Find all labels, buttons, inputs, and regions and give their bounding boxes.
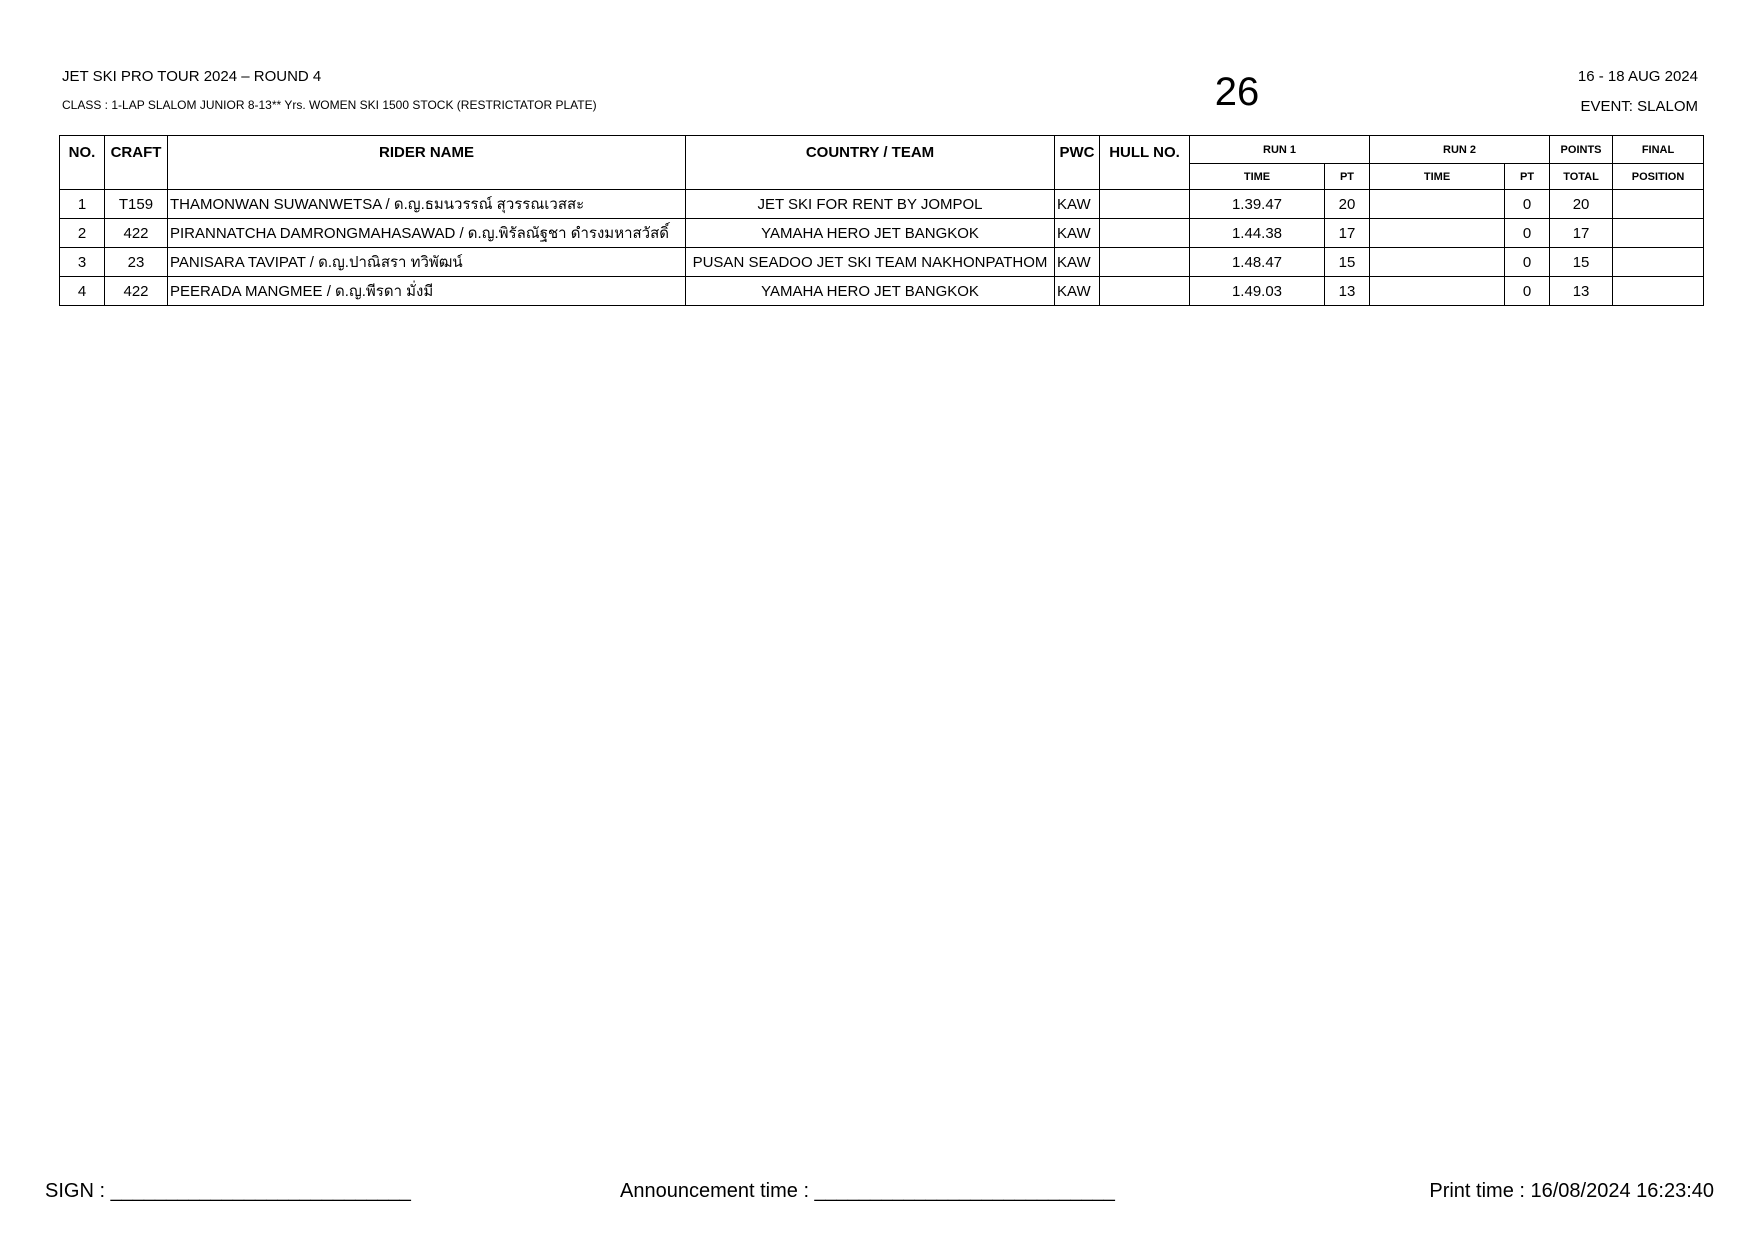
cell-run-1-time: 1.39.47 [1190, 190, 1325, 219]
cell-points-total: 13 [1550, 277, 1613, 306]
cell-run-2-time [1370, 248, 1505, 277]
cell-no: 3 [60, 248, 105, 277]
cell-rider-name: PIRANNATCHA DAMRONGMAHASAWAD / ด.ญ.พิรัลณัฐชา ดำรงมหาสวัสดิ์ [168, 219, 686, 248]
cell-no: 4 [60, 277, 105, 306]
cell-points-total: 17 [1550, 219, 1613, 248]
cell-final-position [1613, 277, 1704, 306]
cell-pwc: KAW [1055, 277, 1100, 306]
col-run-2-time: TIME [1370, 164, 1505, 190]
cell-points-total: 20 [1550, 190, 1613, 219]
class-line: CLASS : 1-LAP SLALOM JUNIOR 8-13** Yrs. WOMEN SKI 1500 STOCK (RESTRICTATOR PLATE) [62, 98, 597, 112]
cell-run-2-pt: 0 [1505, 219, 1550, 248]
cell-hull-no [1100, 190, 1190, 219]
cell-hull-no [1100, 248, 1190, 277]
cell-no: 1 [60, 190, 105, 219]
cell-rider-name: PEERADA MANGMEE / ด.ญ.พีรดา มั่งมี [168, 277, 686, 306]
cell-run-1-pt: 15 [1325, 248, 1370, 277]
date-range: 16 - 18 AUG 2024 [1577, 68, 1698, 85]
cell-craft: 422 [105, 277, 168, 306]
cell-hull-no [1100, 277, 1190, 306]
cell-run-2-pt: 0 [1505, 248, 1550, 277]
col-pwc: PWC [1055, 136, 1100, 190]
cell-run-1-time: 1.44.38 [1190, 219, 1325, 248]
cell-pwc: KAW [1055, 219, 1100, 248]
cell-country-team: YAMAHA HERO JET BANGKOK [686, 277, 1055, 306]
col-points: POINTS [1550, 136, 1613, 164]
table-row [60, 248, 1704, 277]
sign-line: SIGN : ___________________________ [45, 1180, 411, 1202]
col-points-total: TOTAL [1550, 164, 1613, 190]
cell-run-2-time [1370, 190, 1505, 219]
cell-run-1-pt: 13 [1325, 277, 1370, 306]
col-craft: CRAFT [105, 136, 168, 190]
table-row [60, 219, 1704, 248]
page-number: 26 [1214, 70, 1260, 114]
print-time: Print time : 16/08/2024 16:23:40 [1429, 1180, 1714, 1202]
cell-run-1-time: 1.48.47 [1190, 248, 1325, 277]
col-final: FINAL [1613, 136, 1704, 164]
col-run-1: RUN 1 [1190, 136, 1370, 164]
cell-final-position [1613, 190, 1704, 219]
cell-country-team: PUSAN SEADOO JET SKI TEAM NAKHONPATHOM [686, 248, 1055, 277]
col-rider-name: RIDER NAME [168, 136, 686, 190]
cell-points-total: 15 [1550, 248, 1613, 277]
cell-country-team: YAMAHA HERO JET BANGKOK [686, 219, 1055, 248]
col-run-2-pt: PT [1505, 164, 1550, 190]
col-run-1-time: TIME [1190, 164, 1325, 190]
table-row [60, 190, 1704, 219]
event-name: EVENT: SLALOM [1580, 98, 1698, 115]
cell-craft: 422 [105, 219, 168, 248]
cell-run-2-pt: 0 [1505, 190, 1550, 219]
col-hull-no: HULL NO. [1100, 136, 1190, 190]
cell-run-1-time: 1.49.03 [1190, 277, 1325, 306]
cell-craft: T159 [105, 190, 168, 219]
col-no: NO. [60, 136, 105, 190]
cell-run-2-time [1370, 219, 1505, 248]
cell-hull-no [1100, 219, 1190, 248]
col-final-position: POSITION [1613, 164, 1704, 190]
cell-no: 2 [60, 219, 105, 248]
cell-run-1-pt: 20 [1325, 190, 1370, 219]
cell-run-2-pt: 0 [1505, 277, 1550, 306]
cell-run-2-time [1370, 277, 1505, 306]
cell-pwc: KAW [1055, 248, 1100, 277]
cell-final-position [1613, 248, 1704, 277]
event-title: JET SKI PRO TOUR 2024 – ROUND 4 [62, 68, 322, 85]
col-run-2: RUN 2 [1370, 136, 1550, 164]
announcement-time-line: Announcement time : ___________________________ [620, 1180, 1115, 1202]
table-row [60, 277, 1704, 306]
cell-run-1-pt: 17 [1325, 219, 1370, 248]
col-country-team: COUNTRY / TEAM [686, 136, 1055, 190]
cell-rider-name: THAMONWAN SUWANWETSA / ด.ญ.ธมนวรรณ์ สุวรรณเวสสะ [168, 190, 686, 219]
cell-pwc: KAW [1055, 190, 1100, 219]
results-table [59, 135, 1704, 306]
cell-craft: 23 [105, 248, 168, 277]
cell-final-position [1613, 219, 1704, 248]
header-row [60, 136, 1704, 164]
cell-rider-name: PANISARA TAVIPAT / ด.ญ.ปาณิสรา ทวิพัฒน์ [168, 248, 686, 277]
cell-country-team: JET SKI FOR RENT BY JOMPOL [686, 190, 1055, 219]
col-run-1-pt: PT [1325, 164, 1370, 190]
